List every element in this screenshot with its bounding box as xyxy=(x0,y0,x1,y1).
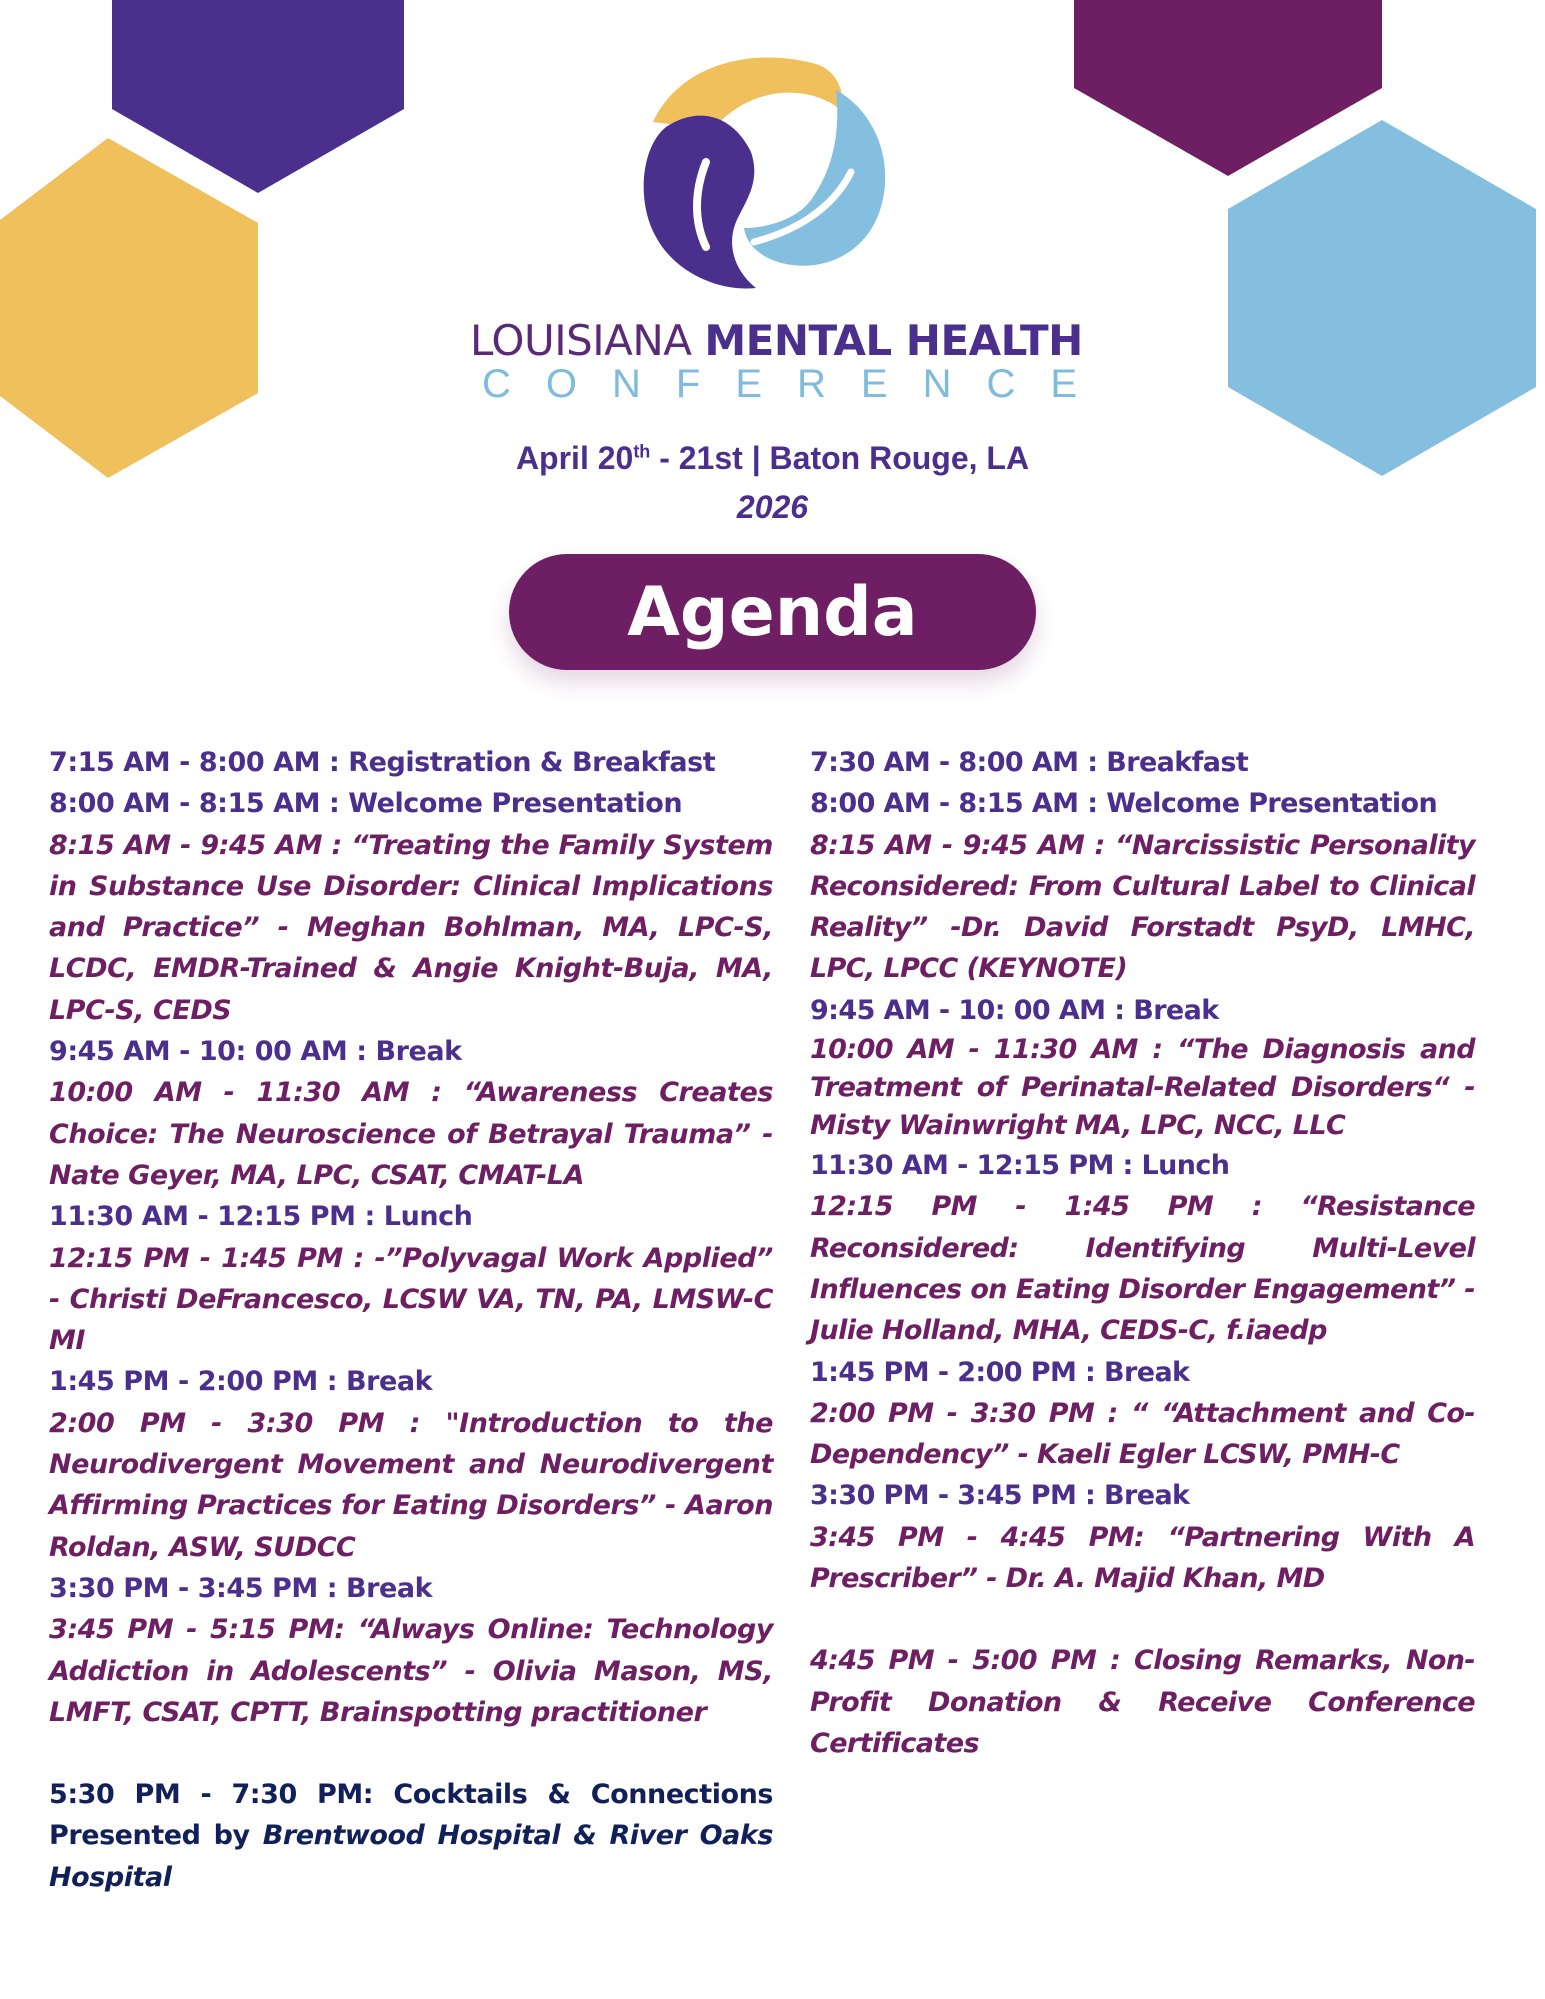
session-item: 8:15 AM - 9:45 AM : “Treating the Family System in Substance Use Disorder: Clinical Implications and Practice” - Meghan Bohlman, MA, LPC-S, LCDC, EMDR-Trained & Angie Knight-Buja, MA, LPC-S, CEDS xyxy=(49,829,773,1026)
evening-reception-item xyxy=(49,1774,773,1898)
dates-superscript: th xyxy=(633,441,651,462)
session-item: 10:00 AM - 11:30 AM : “Awareness Creates Choice: The Neuroscience of Betrayal Trauma” - Nate Geyer, MA, LPC, CSAT, CMAT-LA xyxy=(49,1077,773,1191)
brand-title xyxy=(470,316,1083,365)
schedule-item: 3:30 PM - 3:45 PM : Break xyxy=(810,1480,1190,1512)
schedule-item: 8:00 AM - 8:15 AM : Welcome Presentation xyxy=(810,788,1438,820)
session-item: 12:15 PM - 1:45 PM : -”Polyvagal Work Applied” - Christi DeFrancesco, LCSW VA, TN, PA, LMSW-C MI xyxy=(49,1242,773,1357)
dates-prefix: April 20 xyxy=(515,440,634,476)
agenda-heading-badge xyxy=(509,554,1036,670)
session-item: 8:15 AM - 9:45 AM : “Narcissistic Personality Reconsidered: From Cultural Label to Clinical Reality” -Dr. David Forstadt PsyD, LMHC, LPC, LPCC (KEYNOTE) xyxy=(810,829,1475,985)
spacer xyxy=(810,1599,1475,1640)
schedule-item: 7:30 AM - 8:00 AM : Breakfast xyxy=(810,747,1249,778)
schedule-item: 1:45 PM - 2:00 PM : Break xyxy=(810,1356,1190,1388)
reception-text: 5:30 PM - 7:30 PM: Cocktails & Connections Presented by xyxy=(49,1779,773,1852)
agenda-heading: Agenda xyxy=(627,572,918,652)
conference-logo-icon xyxy=(636,52,894,292)
spacer xyxy=(49,1733,773,1774)
session-item: 12:15 PM - 1:45 PM : “Resistance Reconsidered: Identifying Multi-Level Influences on Eating Disorder Engagement” - Julie Holland, MHA, CEDS-C, f.iaedp xyxy=(810,1191,1475,1347)
session-item: 10:00 AM - 11:30 AM : “The Diagnosis and Treatment of Perinatal-Related Disorders“ - Misty Wainwright MA, LPC, NCC, LLC xyxy=(810,1034,1475,1142)
session-item: 3:45 PM - 5:15 PM: “Always Online: Technology Addiction in Adolescents” - Olivia Mason, MS, LMFT, CSAT, CPTT, Brainspotting practitioner xyxy=(49,1614,773,1728)
brand-title-bold: MENTAL HEALTH xyxy=(704,316,1083,365)
dates-suffix: - 21st | Baton Rouge, LA xyxy=(650,440,1030,476)
schedule-item: 11:30 AM - 12:15 PM : Lunch xyxy=(49,1201,473,1233)
gold-hexagon-left xyxy=(0,138,258,478)
schedule-item: 1:45 PM - 2:00 PM : Break xyxy=(49,1366,433,1398)
schedule-item: 9:45 AM - 10: 00 AM : Break xyxy=(49,1036,462,1068)
brand-subtitle: CONFERENCE xyxy=(482,362,1113,406)
schedule-item: 8:00 AM - 8:15 AM : Welcome Presentation xyxy=(49,788,683,820)
schedule-item: 11:30 AM - 12:15 PM : Lunch xyxy=(810,1150,1230,1182)
event-year: 2026 xyxy=(736,489,809,525)
schedule-item: 9:45 AM - 10: 00 AM : Break xyxy=(810,994,1219,1026)
session-item: 2:00 PM - 3:30 PM : "Introduction to the Neurodivergent Movement and Neurodivergent Affirming Practices for Eating Disorders” - Aaron Roldan, ASW, SUDCC xyxy=(49,1407,773,1563)
session-item: 3:45 PM - 4:45 PM: “Partnering With A Prescriber” - Dr. A. Majid Khan, MD xyxy=(810,1521,1475,1595)
day-two-schedule xyxy=(810,742,1475,1764)
event-dates xyxy=(400,440,1145,477)
schedule-item: 7:15 AM - 8:00 AM : Registration & Breakfast xyxy=(49,747,716,778)
reception-sponsors: Brentwood Hospital & River Oaks Hospital xyxy=(49,1820,773,1893)
day-one-schedule xyxy=(49,742,773,1898)
blue-hexagon-right xyxy=(1228,120,1536,476)
brand-title-regular: LOUISIANA xyxy=(470,316,692,365)
closing-item: 4:45 PM - 5:00 PM : Closing Remarks, Non-Profit Donation & Receive Conference Certificates xyxy=(810,1645,1475,1759)
schedule-item: 3:30 PM - 3:45 PM : Break xyxy=(49,1572,433,1604)
session-item: 2:00 PM - 3:30 PM : “ “Attachment and Co-Dependency” - Kaeli Egler LCSW, PMH-C xyxy=(810,1397,1475,1471)
